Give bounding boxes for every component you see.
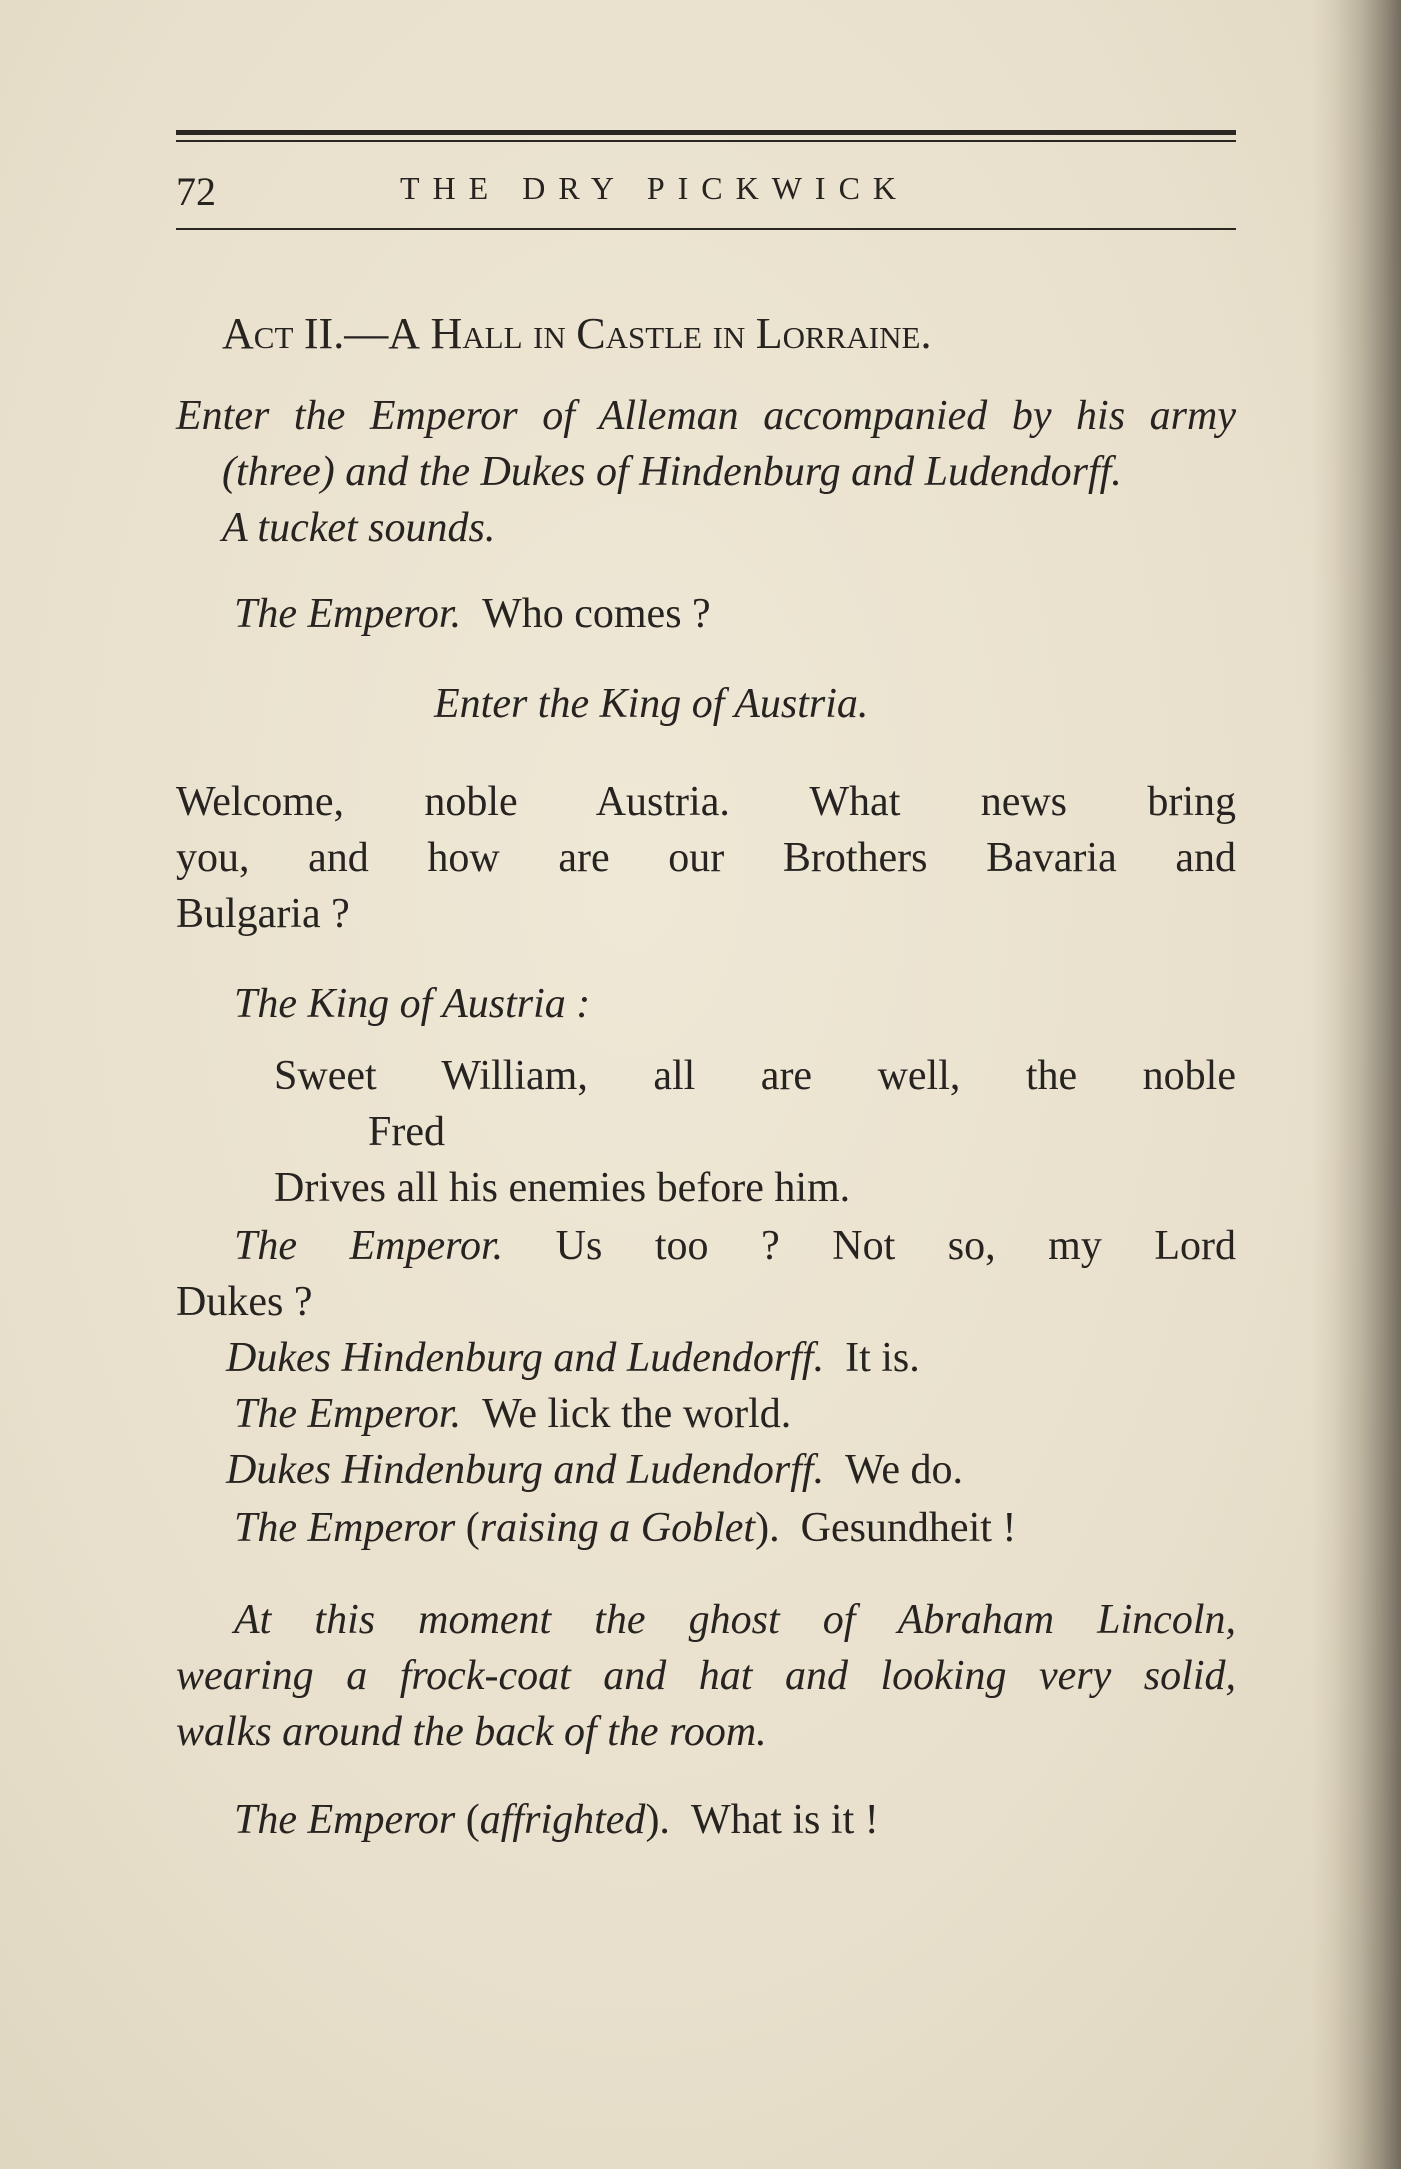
header-rule-thin xyxy=(176,140,1236,142)
speaker-dukes-2: Dukes Hindenburg and Ludendorff. xyxy=(226,1447,825,1493)
stage-direction-1-line-1: Enter the Emperor of Alleman accompanied by his army xyxy=(176,393,1236,439)
paragraph-1-line-2: you, and how are our Brothers Bavaria and xyxy=(176,835,1236,881)
speech-7 xyxy=(234,1500,1016,1556)
act-heading-l: L xyxy=(755,309,783,358)
speech-8 xyxy=(234,1792,879,1848)
act-heading-c: C xyxy=(576,309,606,358)
stage-direction-1-line-3: A tucket sounds. xyxy=(222,505,496,551)
act-heading-dash: — xyxy=(344,309,389,358)
paragraph-1-line-1: Welcome, noble Austria. What news bring xyxy=(176,779,1236,825)
speech-7-paren-close: ). xyxy=(755,1505,780,1551)
speech-8-direction: affrighted xyxy=(479,1797,646,1843)
stage-direction-1-rest: ) and the Dukes of Hindenburg and Ludendorff. xyxy=(320,449,1122,495)
paragraph-1-line-3: Bulgaria ? xyxy=(176,891,350,937)
stage-direction-1-paren-open: ( xyxy=(222,449,236,495)
act-heading-in: IN xyxy=(533,320,566,355)
header-rule-bottom xyxy=(176,228,1236,230)
stage-direction-1-three: three xyxy=(236,449,321,495)
speaker-emperor-2: The Emperor. xyxy=(234,1223,504,1269)
speech-3 xyxy=(234,1218,1236,1274)
stage-direction-3-line-2: wearing a frock-coat and hat and looking very solid, xyxy=(176,1653,1236,1699)
speech-5 xyxy=(234,1386,791,1442)
verse-line-2: Fred xyxy=(368,1109,445,1155)
speech-6-text: We do. xyxy=(845,1447,963,1493)
speaker-king-of-austria: The King of Austria : xyxy=(234,981,591,1027)
act-heading-period: . xyxy=(920,309,932,358)
speech-4 xyxy=(226,1330,920,1386)
running-title: THE DRY PICKWICK xyxy=(400,170,910,206)
speech-4-text: It is. xyxy=(845,1335,920,1381)
speaker-emperor-4: The Emperor xyxy=(234,1505,456,1551)
speech-7-text: Gesundheit ! xyxy=(800,1505,1017,1551)
act-heading-act-rest: CT xyxy=(253,320,294,355)
verse-line-1: Sweet William, all are well, the noble xyxy=(274,1053,1236,1099)
speech-1-text: Who comes ? xyxy=(482,591,711,637)
speaker-dukes: Dukes Hindenburg and Ludendorff. xyxy=(226,1335,825,1381)
stage-direction-3-line-3: walks around the back of the room. xyxy=(176,1709,767,1755)
act-heading-number: II. xyxy=(303,309,345,358)
act-heading-all: ALL xyxy=(462,320,523,355)
act-heading-astle: ASTLE xyxy=(605,320,703,355)
page-gutter-shadow xyxy=(1311,0,1401,2169)
speech-3-continuation: Dukes ? xyxy=(176,1279,313,1325)
speech-1 xyxy=(234,586,711,642)
act-heading-act-initial: A xyxy=(222,309,254,358)
speech-8-paren-open: ( xyxy=(465,1797,480,1843)
verse-line-3: Drives all his enemies before him. xyxy=(274,1165,851,1211)
act-heading-word: A xyxy=(388,309,420,358)
header-rule-thick xyxy=(176,130,1236,135)
speaker-emperor: The Emperor. xyxy=(234,591,462,637)
act-heading-in-2: IN xyxy=(712,320,746,355)
speech-7-direction: raising a Goblet xyxy=(479,1505,756,1551)
speech-7-paren-open: ( xyxy=(465,1505,480,1551)
speech-5-text: We lick the world. xyxy=(482,1391,792,1437)
page-number: 72 xyxy=(176,169,216,214)
speech-8-paren-close: ). xyxy=(645,1797,670,1843)
stage-direction-1-line-2 xyxy=(222,444,1122,500)
act-heading xyxy=(222,306,931,366)
act-heading-h: H xyxy=(430,309,463,358)
speech-3-text: Us too ? Not so, my Lord xyxy=(555,1223,1236,1269)
stage-direction-2: Enter the King of Austria. xyxy=(434,681,869,727)
speech-8-text: What is it ! xyxy=(690,1797,879,1843)
act-heading-orraine: ORRAINE xyxy=(782,320,921,355)
speech-6 xyxy=(226,1442,963,1498)
stage-direction-3-line-1: At this moment the ghost of Abraham Lincoln, xyxy=(234,1597,1236,1643)
speaker-emperor-5: The Emperor xyxy=(234,1797,456,1843)
speaker-emperor-3: The Emperor. xyxy=(234,1391,462,1437)
